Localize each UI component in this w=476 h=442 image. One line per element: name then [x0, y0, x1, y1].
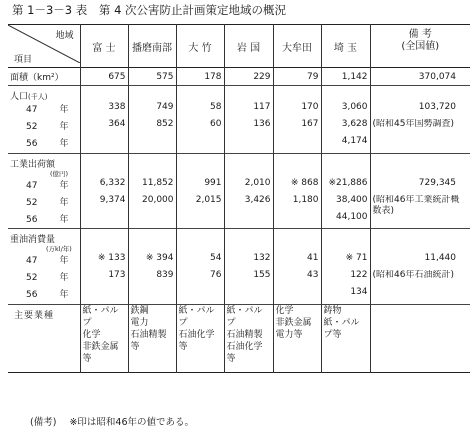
oil-value: 173 — [80, 270, 128, 287]
remarks-sub-label: (全国値) — [401, 41, 440, 52]
oil-value: 155 — [224, 270, 273, 287]
year-label: 47 年 — [26, 105, 69, 115]
oil-heading-row — [8, 229, 470, 254]
year-label: 52 年 — [26, 122, 69, 132]
area-label: 面積（km²） — [10, 73, 64, 83]
year-label: 52 年 — [26, 273, 69, 283]
shipments-value: 9,374 — [80, 195, 128, 212]
population-value: 58 — [176, 102, 224, 119]
industry-cell: 鋳物 紙・パルプ等 — [321, 304, 370, 372]
oil-value: 76 — [176, 270, 224, 287]
area-value: 229 — [224, 68, 273, 86]
oil-value: 54 — [176, 253, 224, 270]
remarks-header — [370, 25, 470, 68]
oil-label: 重油消費量 (万kl/年) — [8, 229, 80, 254]
shipments-value: 2,015 — [176, 195, 224, 212]
oil-value: 134 — [321, 287, 370, 304]
shipments-value: 20,000 — [128, 195, 176, 212]
population-national: 103,720 — [370, 102, 470, 119]
population-value: 3,060 — [321, 102, 370, 119]
region-fuji: 富 士 — [80, 25, 128, 68]
population-value: 136 — [224, 119, 273, 136]
population-remark: (昭和45年国勢調査) — [370, 119, 470, 153]
year-label: 56 年 — [26, 214, 69, 225]
area-value: 79 — [273, 68, 321, 86]
remarks-label: 備 考 — [408, 29, 432, 40]
area-national: 370,074 — [370, 68, 470, 86]
area-value: 1,142 — [321, 68, 370, 86]
industry-cell: 鉄鋼 電力 石油精製等 — [128, 304, 176, 372]
industry-cell: 化学 非鉄金属 電力等 — [273, 304, 321, 372]
shipments-value: 6,332 — [80, 178, 128, 195]
population-unit: (千人) — [28, 93, 48, 101]
population-value: 338 — [80, 102, 128, 119]
population-value: 167 — [273, 119, 321, 136]
area-value: 675 — [80, 68, 128, 86]
industry-cell: 紙・パルプ 石油化学等 — [176, 304, 224, 372]
footnote — [30, 414, 204, 428]
population-value: 364 — [80, 119, 128, 136]
oil-remark: (昭和46年石油統計) — [370, 270, 470, 304]
population-value: 60 — [176, 119, 224, 136]
oil-value: ※ 133 — [80, 253, 128, 270]
area-value: 178 — [176, 68, 224, 86]
oil-value: 43 — [273, 270, 321, 287]
region-otake: 大 竹 — [176, 25, 224, 68]
region-saitama: 埼 玉 — [321, 25, 370, 68]
footnote-text: ※印は昭和46年の値である。 — [69, 417, 195, 428]
shipments-value: 3,426 — [224, 195, 273, 212]
population-row — [8, 102, 470, 119]
population-row — [8, 119, 470, 136]
population-value: 852 — [128, 119, 176, 136]
oil-value: ※ 394 — [128, 253, 176, 270]
oil-unit: (万kl/年) — [46, 245, 72, 253]
oil-value: ※ 71 — [321, 253, 370, 270]
region-iwakuni: 岩 国 — [224, 25, 273, 68]
shipments-row — [8, 195, 470, 212]
overview-table — [8, 24, 470, 373]
shipments-value: 1,180 — [273, 195, 321, 212]
region-omuta: 大牟田 — [273, 25, 321, 68]
area-row — [8, 68, 470, 86]
population-value: 170 — [273, 102, 321, 119]
shipments-value: ※ 868 — [273, 178, 321, 195]
industries-label: 主要業種 — [14, 310, 55, 321]
shipments-value: ※21,886 — [321, 178, 370, 195]
oil-value: 132 — [224, 253, 273, 270]
shipments-value: 11,852 — [128, 178, 176, 195]
shipments-national: 729,345 — [370, 178, 470, 195]
footnote-label: (備考) — [30, 417, 57, 428]
oil-value: 41 — [273, 253, 321, 270]
shipments-value: 44,100 — [321, 212, 370, 229]
population-value: 4,174 — [321, 136, 370, 153]
oil-value: 122 — [321, 270, 370, 287]
shipments-value: 2,010 — [224, 178, 273, 195]
oil-row — [8, 253, 470, 270]
table-title-text: 第 4 次公害防止計画策定地域の概況 — [98, 3, 287, 17]
shipments-value: 38,400 — [321, 195, 370, 212]
area-value: 575 — [128, 68, 176, 86]
header-row — [8, 25, 470, 68]
oil-row — [8, 270, 470, 287]
year-label: 56 年 — [26, 139, 69, 149]
table-title — [12, 2, 286, 18]
shipments-row — [8, 178, 470, 195]
population-label: 人口(千人) — [10, 92, 48, 102]
corner-item-label: 項目 — [14, 55, 33, 65]
industry-cell: 紙・パルプ 石油精製 石油化学等 — [224, 304, 273, 372]
population-value: 117 — [224, 102, 273, 119]
shipments-label: 工業出荷額 (億円) — [8, 153, 80, 178]
region-harima: 播磨南部 — [128, 25, 176, 68]
corner-region-label: 地域 — [55, 31, 74, 41]
shipments-remark: (昭和46年工業統計概数表) — [370, 195, 470, 229]
year-label: 56 年 — [26, 290, 69, 300]
oil-national: 11,440 — [370, 253, 470, 270]
shipments-value: 991 — [176, 178, 224, 195]
population-value: 749 — [128, 102, 176, 119]
industry-cell: 紙・パルプ 化学 非鉄金属等 — [80, 304, 128, 372]
table-number: 第 1－3－3 表 — [12, 3, 88, 17]
year-label: 52 年 — [26, 197, 69, 208]
corner-cell — [8, 25, 80, 68]
population-value: 3,628 — [321, 119, 370, 136]
year-label: 47 年 — [26, 180, 69, 191]
shipments-unit: (億円) — [50, 169, 69, 178]
population-heading-row — [8, 86, 470, 103]
industries-row — [8, 304, 470, 372]
year-label: 47 年 — [26, 256, 69, 266]
shipments-heading-row — [8, 153, 470, 178]
oil-value: 839 — [128, 270, 176, 287]
